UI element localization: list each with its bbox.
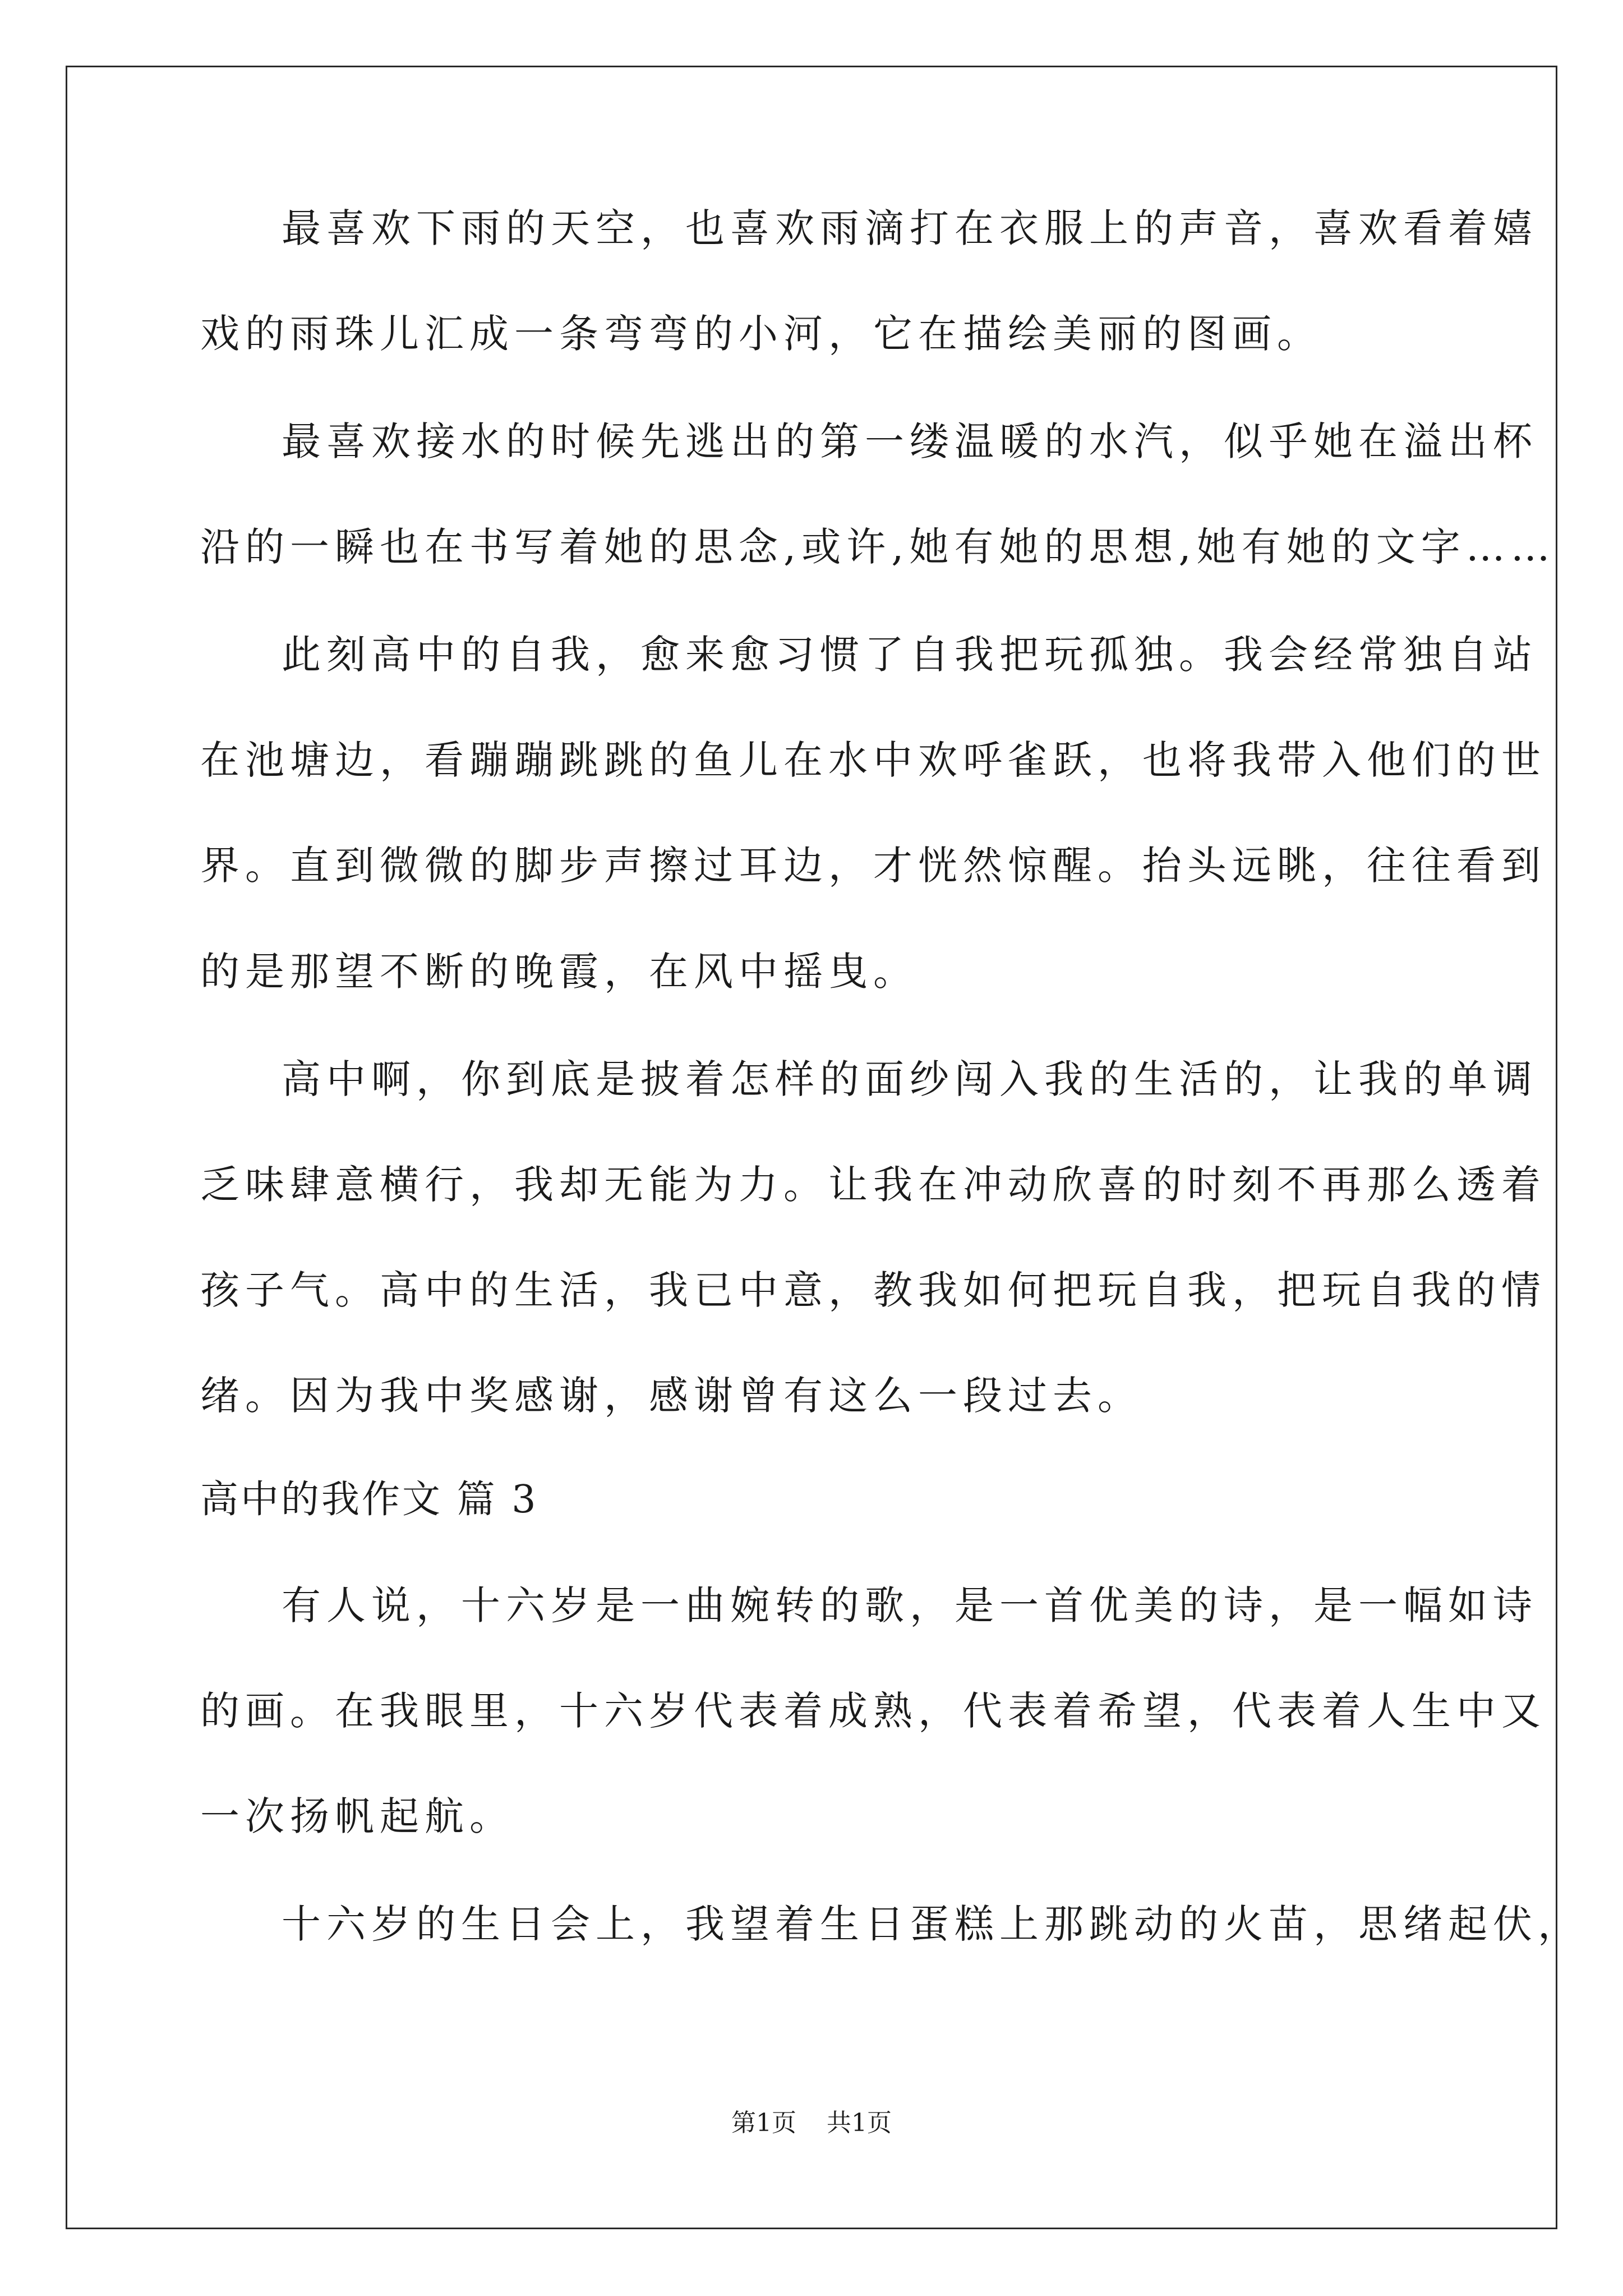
text-line-6: 在池塘边，看蹦蹦跳跳的鱼儿在水中欢呼雀跃，也将我带入他们的世 (200, 737, 1546, 783)
page-total: 共1页 (827, 2109, 892, 2137)
section-heading: 高中的我作文 篇 3 (200, 1478, 538, 1522)
text-line-10: 乏味肆意横行，我却无能为力。让我在冲动欣喜的时刻不再那么透着 (200, 1162, 1546, 1208)
text-line-1: 最喜欢下雨的天空，也喜欢雨滴打在衣服上的声音，喜欢看着嬉 (282, 205, 1538, 251)
text-line-4: 沿的一瞬也在书写着她的思念,或许,她有她的思想,她有她的文字…… (200, 524, 1556, 570)
text-line-7: 界。直到微微的脚步声擦过耳边，才恍然惊醒。抬头远眺，往往看到 (200, 843, 1546, 889)
text-line-12: 绪。因为我中奖感谢，感谢曾有这么一段过去。 (200, 1373, 1142, 1419)
text-line-9: 高中啊，你到底是披着怎样的面纱闯入我的生活的，让我的单调 (282, 1056, 1538, 1102)
page-footer (0, 2108, 1623, 2139)
text-line-2: 戏的雨珠儿汇成一条弯弯的小河，它在描绘美丽的图画。 (200, 311, 1322, 357)
page-number: 第1页 (731, 2109, 796, 2137)
text-line-17: 十六岁的生日会上，我望着生日蛋糕上那跳动的火苗，思绪起伏， (282, 1901, 1583, 1947)
text-line-15: 的画。在我眼里，十六岁代表着成熟，代表着希望，代表着人生中又 (200, 1688, 1546, 1734)
text-line-8: 的是那望不断的晚霞，在风中摇曳。 (200, 949, 918, 995)
text-line-5: 此刻高中的自我，愈来愈习惯了自我把玩孤独。我会经常独自站 (282, 632, 1538, 678)
text-line-14: 有人说，十六岁是一曲婉转的歌，是一首优美的诗，是一幅如诗 (282, 1582, 1538, 1628)
text-line-16: 一次扬帆起航。 (200, 1793, 514, 1839)
text-line-11: 孩子气。高中的生活，我已中意，教我如何把玩自我，把玩自我的情 (200, 1267, 1546, 1313)
text-line-3: 最喜欢接水的时候先逃出的第一缕温暖的水汽，似乎她在溢出杯 (282, 418, 1538, 464)
